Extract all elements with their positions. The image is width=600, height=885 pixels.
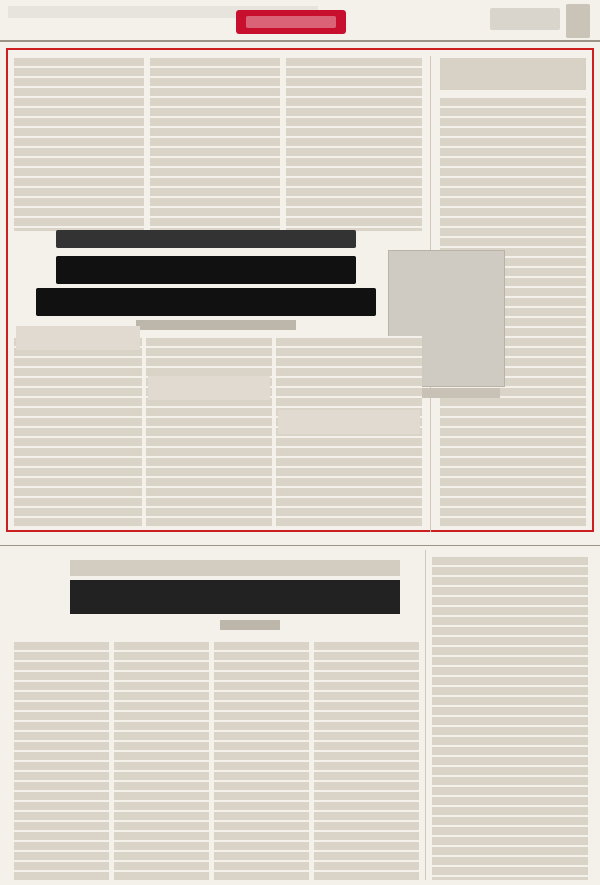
- headline-block: [16, 230, 396, 328]
- text-column: [114, 640, 209, 880]
- section-rule: [0, 545, 600, 546]
- header-rule: [0, 40, 600, 42]
- text-column: [14, 56, 144, 231]
- text-column: [214, 640, 309, 880]
- text-column: [14, 336, 142, 526]
- text-column: [314, 640, 419, 880]
- text-column: [286, 56, 422, 231]
- column-rule: [425, 550, 426, 880]
- section-title: [490, 8, 560, 30]
- subhead: [148, 376, 270, 400]
- sidebar-title: [440, 58, 586, 90]
- feature-subtitle: [56, 230, 356, 248]
- page-number: [566, 4, 590, 38]
- text-column: [150, 56, 280, 231]
- subhead: [278, 410, 420, 434]
- feature-title-line: [56, 256, 356, 284]
- bottom-kicker: [70, 560, 400, 576]
- text-column: [14, 640, 109, 880]
- bottom-byline: [220, 620, 280, 630]
- bottom-title: [70, 580, 400, 614]
- text-column: [146, 336, 272, 526]
- feature-title-line: [36, 288, 376, 316]
- subhead: [16, 326, 140, 350]
- text-column: [432, 555, 588, 880]
- page-header: [0, 0, 600, 44]
- newspaper-logo: [236, 10, 346, 34]
- feature-byline: [136, 320, 296, 330]
